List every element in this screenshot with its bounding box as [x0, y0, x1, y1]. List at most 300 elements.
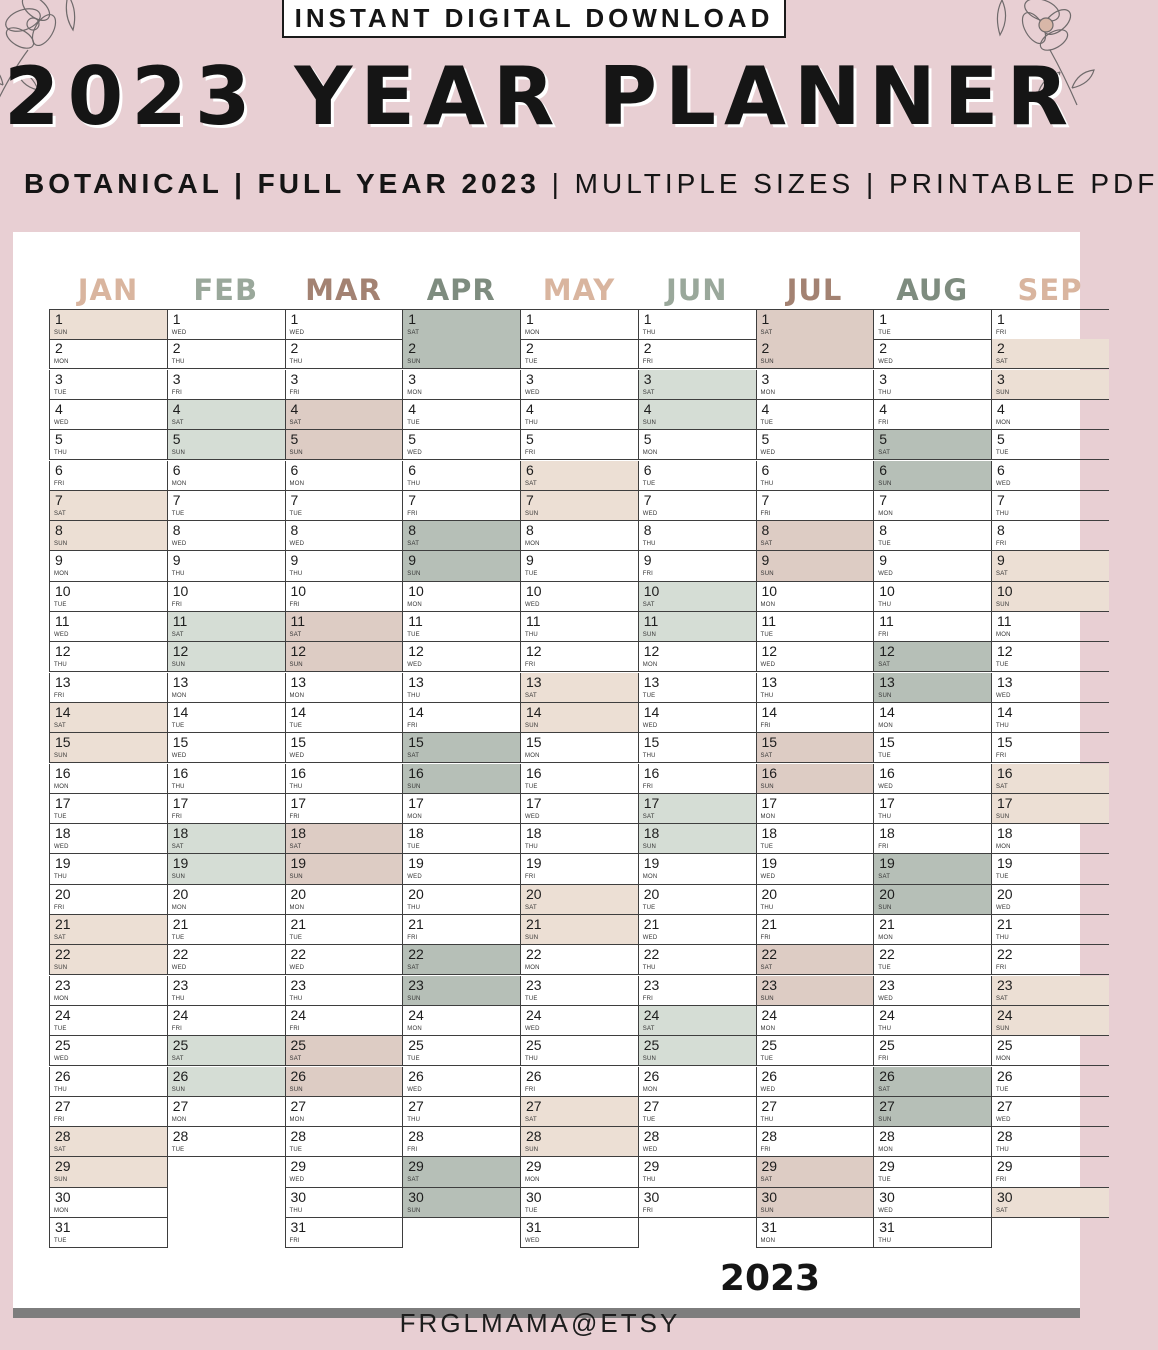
day-cell[interactable]	[402, 854, 520, 884]
day-cell[interactable]	[49, 1218, 167, 1248]
day-cell[interactable]	[991, 915, 1109, 945]
day-cell[interactable]	[756, 976, 874, 1006]
day-cell[interactable]	[285, 794, 403, 824]
day-cell[interactable]	[285, 945, 403, 975]
day-cell[interactable]	[49, 733, 167, 763]
day-cell[interactable]	[49, 1157, 167, 1187]
day-cell[interactable]	[638, 885, 756, 915]
day-cell[interactable]	[49, 491, 167, 521]
weekday-label: SUN	[760, 359, 774, 366]
day-cell[interactable]	[285, 491, 403, 521]
day-cell[interactable]	[756, 400, 874, 430]
day-cell[interactable]	[638, 764, 756, 794]
day-cell[interactable]	[756, 885, 874, 915]
day-cell[interactable]	[756, 430, 874, 460]
day-cell[interactable]	[873, 370, 991, 400]
day-cell[interactable]	[285, 1218, 403, 1248]
day-cell[interactable]	[991, 309, 1109, 340]
day-cell[interactable]	[756, 703, 874, 733]
day-number: 1	[290, 311, 299, 327]
day-cell[interactable]	[991, 430, 1109, 460]
day-cell[interactable]	[49, 794, 167, 824]
day-cell[interactable]	[756, 1097, 874, 1127]
day-cell[interactable]	[402, 1006, 520, 1036]
weekday-label: TUE	[996, 662, 1009, 669]
day-cell[interactable]	[520, 673, 638, 703]
day-cell[interactable]	[49, 915, 167, 945]
day-cell[interactable]	[49, 642, 167, 672]
day-cell[interactable]	[991, 642, 1109, 672]
day-cell[interactable]	[638, 642, 756, 672]
day-cell[interactable]	[991, 824, 1109, 854]
weekday-label: SUN	[407, 995, 421, 1002]
day-cell[interactable]	[285, 673, 403, 703]
weekday-label: SUN	[407, 783, 421, 790]
day-cell[interactable]	[285, 824, 403, 854]
day-cell[interactable]	[49, 673, 167, 703]
day-cell[interactable]	[873, 703, 991, 733]
day-cell[interactable]	[402, 1067, 520, 1097]
day-cell[interactable]	[991, 582, 1109, 612]
day-cell[interactable]	[756, 1006, 874, 1036]
day-cell[interactable]	[520, 309, 638, 340]
day-cell[interactable]	[991, 370, 1109, 400]
day-cell[interactable]	[991, 612, 1109, 642]
day-cell[interactable]	[873, 885, 991, 915]
day-cell[interactable]	[402, 370, 520, 400]
day-cell[interactable]	[285, 1157, 403, 1187]
day-cell[interactable]	[756, 1218, 874, 1248]
day-cell[interactable]	[991, 1006, 1109, 1036]
day-cell[interactable]	[402, 430, 520, 460]
day-cell[interactable]	[402, 976, 520, 1006]
day-cell[interactable]	[873, 915, 991, 945]
day-cell[interactable]	[638, 309, 756, 340]
day-cell[interactable]	[49, 1067, 167, 1097]
day-cell[interactable]	[49, 612, 167, 642]
day-number: 23	[290, 976, 307, 993]
day-cell[interactable]	[638, 521, 756, 551]
day-cell[interactable]	[402, 945, 520, 975]
day-cell[interactable]	[873, 612, 991, 642]
day-cell[interactable]	[638, 1157, 756, 1187]
day-cell[interactable]	[167, 309, 285, 340]
day-cell[interactable]	[991, 885, 1109, 915]
day-cell[interactable]	[285, 1006, 403, 1036]
day-cell[interactable]	[402, 582, 520, 612]
day-cell[interactable]	[49, 885, 167, 915]
day-cell[interactable]	[520, 339, 638, 369]
day-cell[interactable]	[167, 1036, 285, 1066]
day-cell[interactable]	[49, 824, 167, 854]
day-cell[interactable]	[638, 945, 756, 975]
day-number: 20	[55, 885, 71, 902]
column-divider	[167, 1157, 170, 1248]
day-number: 24	[172, 1006, 189, 1023]
day-cell[interactable]	[167, 824, 285, 854]
day-cell[interactable]	[520, 1036, 638, 1066]
weekday-label: THU	[171, 783, 185, 790]
day-cell[interactable]	[285, 1188, 403, 1218]
day-cell[interactable]	[638, 612, 756, 642]
day-cell[interactable]	[285, 309, 403, 340]
day-cell[interactable]	[638, 400, 756, 430]
day-cell[interactable]	[638, 794, 756, 824]
day-cell[interactable]	[638, 1097, 756, 1127]
day-number: 25	[290, 1037, 307, 1054]
weekday-label: THU	[289, 1207, 303, 1214]
day-cell[interactable]	[520, 764, 638, 794]
day-cell[interactable]	[49, 1097, 167, 1127]
day-cell[interactable]	[49, 854, 167, 884]
day-number: 7	[879, 491, 888, 508]
day-cell[interactable]	[285, 915, 403, 945]
day-cell[interactable]	[402, 521, 520, 551]
day-cell[interactable]	[638, 824, 756, 854]
day-cell[interactable]	[285, 551, 403, 581]
day-cell[interactable]	[756, 824, 874, 854]
day-cell[interactable]	[402, 915, 520, 945]
day-cell[interactable]	[520, 733, 638, 763]
day-cell[interactable]	[756, 551, 874, 581]
day-cell[interactable]	[638, 733, 756, 763]
day-cell[interactable]	[638, 1006, 756, 1036]
day-cell[interactable]	[402, 733, 520, 763]
day-cell[interactable]	[756, 915, 874, 945]
day-cell[interactable]	[873, 551, 991, 581]
day-cell[interactable]	[285, 370, 403, 400]
day-cell[interactable]	[285, 976, 403, 1006]
day-cell[interactable]	[402, 764, 520, 794]
day-cell[interactable]	[49, 976, 167, 1006]
day-cell[interactable]	[520, 491, 638, 521]
day-cell[interactable]	[167, 976, 285, 1006]
day-cell[interactable]	[638, 430, 756, 460]
day-cell[interactable]	[873, 400, 991, 430]
day-cell[interactable]	[167, 1127, 285, 1157]
day-cell[interactable]	[638, 551, 756, 581]
day-cell[interactable]	[167, 915, 285, 945]
day-cell[interactable]	[520, 1157, 638, 1187]
day-cell[interactable]	[285, 764, 403, 794]
day-number: 21	[290, 916, 307, 932]
day-cell[interactable]	[991, 1188, 1109, 1218]
month-name: JAN	[77, 273, 139, 307]
day-cell[interactable]	[756, 642, 874, 672]
day-cell[interactable]	[49, 945, 167, 975]
day-cell[interactable]	[520, 430, 638, 460]
day-cell[interactable]	[49, 1188, 167, 1218]
day-cell[interactable]	[991, 1097, 1109, 1127]
day-cell[interactable]	[167, 551, 285, 581]
day-cell[interactable]	[756, 1036, 874, 1066]
day-cell[interactable]	[167, 764, 285, 794]
day-cell[interactable]	[873, 1157, 991, 1187]
day-cell[interactable]	[873, 1036, 991, 1066]
day-cell[interactable]	[638, 491, 756, 521]
day-cell[interactable]	[873, 491, 991, 521]
day-cell[interactable]	[873, 794, 991, 824]
day-cell[interactable]	[873, 733, 991, 763]
day-cell[interactable]	[49, 764, 167, 794]
weekday-label: WED	[171, 753, 187, 760]
day-cell[interactable]	[520, 915, 638, 945]
day-cell[interactable]	[756, 339, 874, 369]
day-cell[interactable]	[873, 461, 991, 491]
day-cell[interactable]	[991, 976, 1109, 1006]
day-cell[interactable]	[873, 339, 991, 369]
day-cell[interactable]	[167, 854, 285, 884]
day-cell[interactable]	[873, 1218, 991, 1248]
day-cell[interactable]	[520, 551, 638, 581]
day-cell[interactable]	[638, 976, 756, 1006]
day-cell[interactable]	[520, 582, 638, 612]
day-cell[interactable]	[991, 1157, 1109, 1187]
day-cell[interactable]	[285, 703, 403, 733]
day-cell[interactable]	[402, 461, 520, 491]
day-cell[interactable]	[49, 309, 167, 340]
day-cell[interactable]	[756, 491, 874, 521]
day-number: 30	[290, 1188, 307, 1205]
day-cell[interactable]	[873, 824, 991, 854]
day-cell[interactable]	[520, 854, 638, 884]
day-cell[interactable]	[49, 1006, 167, 1036]
day-cell[interactable]	[285, 733, 403, 763]
day-cell[interactable]	[638, 1188, 756, 1218]
day-cell[interactable]	[638, 339, 756, 369]
day-cell[interactable]	[285, 430, 403, 460]
day-cell[interactable]	[638, 1067, 756, 1097]
day-cell[interactable]	[285, 461, 403, 491]
day-cell[interactable]	[520, 612, 638, 642]
day-cell[interactable]	[285, 854, 403, 884]
day-cell[interactable]	[520, 400, 638, 430]
day-cell[interactable]	[167, 673, 285, 703]
day-cell[interactable]	[285, 885, 403, 915]
day-cell[interactable]	[991, 1067, 1109, 1097]
day-cell[interactable]	[991, 400, 1109, 430]
day-cell[interactable]	[756, 673, 874, 703]
day-cell[interactable]	[402, 309, 520, 340]
day-number: 11	[290, 613, 306, 629]
weekday-label: THU	[996, 1147, 1009, 1154]
day-cell[interactable]	[402, 1157, 520, 1187]
day-cell[interactable]	[991, 764, 1109, 794]
day-number: 7	[526, 491, 534, 508]
day-number: 17	[408, 794, 424, 811]
day-cell[interactable]	[991, 945, 1109, 975]
day-cell[interactable]	[991, 491, 1109, 521]
day-cell[interactable]	[285, 339, 403, 369]
day-cell[interactable]	[638, 854, 756, 884]
day-cell[interactable]	[873, 582, 991, 612]
day-cell[interactable]	[402, 612, 520, 642]
day-cell[interactable]	[285, 400, 403, 430]
day-cell[interactable]	[285, 1036, 403, 1066]
day-cell[interactable]	[49, 400, 167, 430]
day-cell[interactable]	[167, 612, 285, 642]
day-cell[interactable]	[991, 854, 1109, 884]
day-cell[interactable]	[402, 673, 520, 703]
day-cell[interactable]	[167, 461, 285, 491]
day-cell[interactable]	[402, 491, 520, 521]
day-cell[interactable]	[520, 703, 638, 733]
day-cell[interactable]	[49, 370, 167, 400]
day-cell[interactable]	[756, 461, 874, 491]
day-cell[interactable]	[520, 976, 638, 1006]
day-cell[interactable]	[991, 1127, 1109, 1157]
day-cell[interactable]	[991, 461, 1109, 491]
day-cell[interactable]	[638, 461, 756, 491]
day-cell[interactable]	[638, 915, 756, 945]
day-cell[interactable]	[167, 491, 285, 521]
day-cell[interactable]	[873, 642, 991, 672]
day-cell[interactable]	[756, 521, 874, 551]
day-cell[interactable]	[991, 703, 1109, 733]
day-cell[interactable]	[167, 370, 285, 400]
day-cell[interactable]	[402, 703, 520, 733]
day-cell[interactable]	[49, 1036, 167, 1066]
day-cell[interactable]	[167, 1067, 285, 1097]
day-cell[interactable]	[520, 824, 638, 854]
day-cell[interactable]	[873, 430, 991, 460]
day-cell[interactable]	[873, 945, 991, 975]
day-cell[interactable]	[756, 945, 874, 975]
day-cell[interactable]	[49, 521, 167, 551]
day-cell[interactable]	[873, 764, 991, 794]
day-cell[interactable]	[756, 612, 874, 642]
day-cell[interactable]	[991, 1036, 1109, 1066]
day-cell[interactable]	[167, 794, 285, 824]
day-cell[interactable]	[167, 885, 285, 915]
day-cell[interactable]	[873, 1188, 991, 1218]
day-cell[interactable]	[520, 521, 638, 551]
day-number: 25	[408, 1037, 424, 1054]
day-cell[interactable]	[402, 1097, 520, 1127]
day-cell[interactable]	[638, 703, 756, 733]
day-cell[interactable]	[285, 1097, 403, 1127]
day-cell[interactable]	[756, 1127, 874, 1157]
day-cell[interactable]	[638, 582, 756, 612]
day-cell[interactable]	[167, 1006, 285, 1036]
day-cell[interactable]	[991, 733, 1109, 763]
day-cell[interactable]	[991, 339, 1109, 369]
day-cell[interactable]	[285, 612, 403, 642]
day-cell[interactable]	[49, 339, 167, 369]
day-cell[interactable]	[991, 673, 1109, 703]
day-cell[interactable]	[756, 794, 874, 824]
day-cell[interactable]	[991, 521, 1109, 551]
day-cell[interactable]	[520, 461, 638, 491]
day-cell[interactable]	[520, 642, 638, 672]
weekday-label: SUN	[878, 904, 892, 911]
weekday-label: FRI	[54, 480, 65, 487]
day-cell[interactable]	[638, 1036, 756, 1066]
day-cell[interactable]	[991, 551, 1109, 581]
day-cell[interactable]	[873, 309, 991, 340]
day-cell[interactable]	[402, 339, 520, 369]
day-cell[interactable]	[402, 1036, 520, 1066]
day-cell[interactable]	[991, 794, 1109, 824]
day-cell[interactable]	[873, 976, 991, 1006]
day-cell[interactable]	[167, 430, 285, 460]
day-cell[interactable]	[873, 673, 991, 703]
day-number: 2	[172, 340, 181, 357]
day-cell[interactable]	[756, 370, 874, 400]
day-cell[interactable]	[520, 1097, 638, 1127]
day-cell[interactable]	[167, 582, 285, 612]
day-cell[interactable]	[49, 703, 167, 733]
day-number: 24	[526, 1006, 542, 1023]
day-cell[interactable]	[167, 945, 285, 975]
day-cell[interactable]	[520, 794, 638, 824]
day-cell[interactable]	[402, 400, 520, 430]
day-cell[interactable]	[520, 885, 638, 915]
day-cell[interactable]	[756, 309, 874, 340]
day-cell[interactable]	[520, 370, 638, 400]
day-cell[interactable]	[756, 1188, 874, 1218]
day-cell[interactable]	[167, 400, 285, 430]
day-cell[interactable]	[756, 1157, 874, 1187]
day-cell[interactable]	[873, 1097, 991, 1127]
day-cell[interactable]	[402, 885, 520, 915]
day-cell[interactable]	[402, 1188, 520, 1218]
day-cell[interactable]	[285, 521, 403, 551]
day-cell[interactable]	[756, 1067, 874, 1097]
day-cell[interactable]	[167, 642, 285, 672]
day-cell[interactable]	[285, 642, 403, 672]
day-cell[interactable]	[167, 703, 285, 733]
day-cell[interactable]	[167, 733, 285, 763]
day-cell[interactable]	[638, 673, 756, 703]
day-cell[interactable]	[520, 1006, 638, 1036]
day-cell[interactable]	[49, 551, 167, 581]
day-cell[interactable]	[873, 1006, 991, 1036]
weekday-label: SAT	[760, 541, 773, 548]
day-cell[interactable]	[520, 1067, 638, 1097]
day-cell[interactable]	[873, 1127, 991, 1157]
day-cell[interactable]	[167, 1097, 285, 1127]
day-cell[interactable]	[873, 1067, 991, 1097]
day-cell[interactable]	[402, 551, 520, 581]
day-cell[interactable]	[638, 1127, 756, 1157]
day-cell[interactable]	[402, 824, 520, 854]
day-cell[interactable]	[49, 430, 167, 460]
day-cell[interactable]	[402, 794, 520, 824]
day-cell[interactable]	[285, 1127, 403, 1157]
day-cell[interactable]	[285, 582, 403, 612]
day-cell[interactable]	[756, 854, 874, 884]
day-cell[interactable]	[285, 1067, 403, 1097]
day-cell[interactable]	[520, 1188, 638, 1218]
day-cell[interactable]	[49, 582, 167, 612]
day-cell[interactable]	[167, 339, 285, 369]
day-cell[interactable]	[638, 370, 756, 400]
day-cell[interactable]	[520, 1218, 638, 1248]
day-cell[interactable]	[520, 945, 638, 975]
day-cell[interactable]	[167, 521, 285, 551]
day-cell[interactable]	[520, 1127, 638, 1157]
day-cell[interactable]	[402, 642, 520, 672]
day-cell[interactable]	[756, 764, 874, 794]
day-cell[interactable]	[756, 733, 874, 763]
day-cell[interactable]	[873, 854, 991, 884]
day-cell[interactable]	[756, 582, 874, 612]
day-cell[interactable]	[49, 461, 167, 491]
day-cell[interactable]	[402, 1127, 520, 1157]
day-cell[interactable]	[49, 1127, 167, 1157]
day-cell[interactable]	[873, 521, 991, 551]
